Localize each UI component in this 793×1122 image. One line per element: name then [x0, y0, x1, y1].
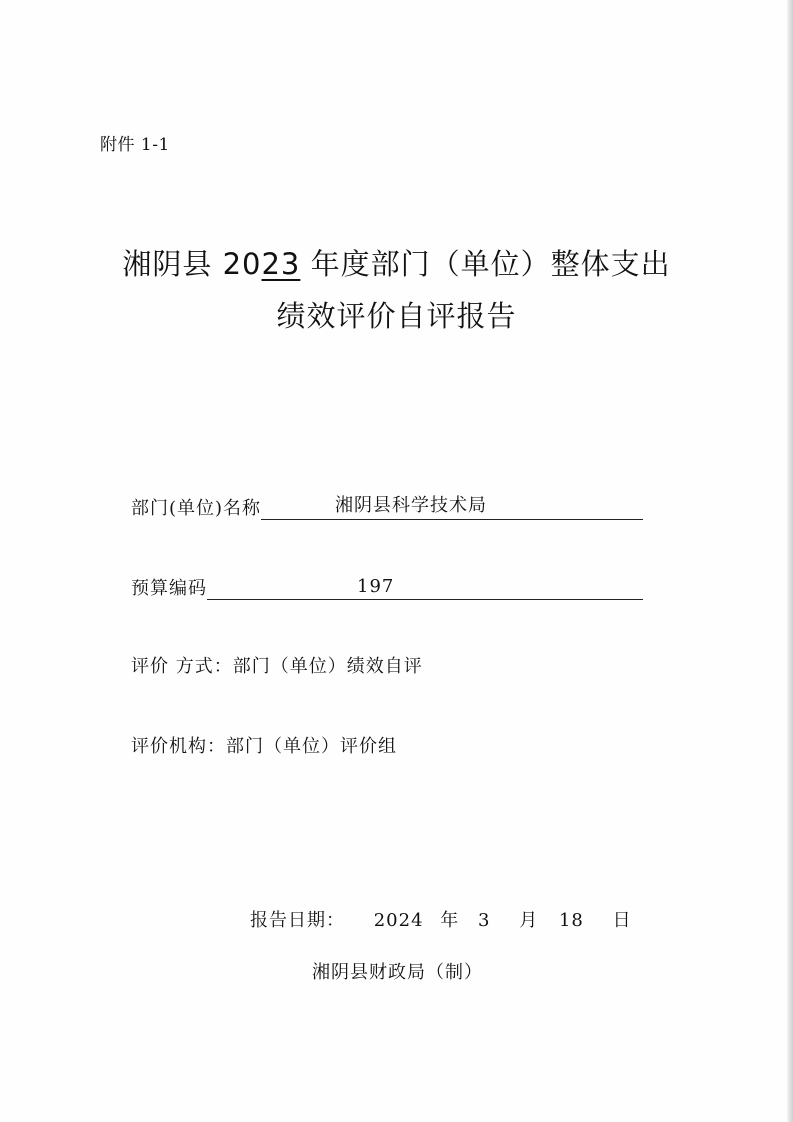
budget-code-underline: [207, 577, 643, 600]
date-label: 报告日期：: [250, 910, 345, 931]
issuer-label: 湘阴县财政局（制）: [312, 962, 483, 983]
eval-org-text: 评价机构：部门（单位）评价组: [131, 736, 397, 757]
dept-name-label: 部门(单位)名称: [131, 498, 262, 519]
report-title-line-2: 绩效评价自评报告: [276, 299, 517, 333]
eval-org-field: [131, 732, 397, 758]
date-year-unit: 年: [440, 910, 460, 931]
dept-name-field: [131, 494, 643, 520]
title-year: 23: [261, 247, 301, 281]
page-edge-shadow: [787, 0, 793, 1122]
dept-name-value: 湘阴县科学技术局: [335, 495, 488, 516]
budget-code-value: 197: [357, 576, 395, 597]
title-suffix: 年度部门（单位）整体支出: [300, 247, 671, 281]
report-title-line-1: [0, 242, 793, 283]
budget-code-label: 预算编码: [131, 578, 207, 599]
eval-method-field: [131, 652, 423, 678]
budget-code-field: [131, 574, 643, 600]
attachment-label: 附件 1-1: [100, 135, 170, 155]
title-prefix: 湘阴县 20: [122, 247, 262, 281]
report-date: [250, 906, 632, 932]
dept-name-underline: [261, 497, 643, 520]
eval-method-text: 评价 方式：部门（单位）绩效自评: [131, 656, 423, 677]
date-day-unit: 日: [612, 910, 632, 931]
date-month: 3: [478, 910, 491, 931]
date-month-unit: 月: [519, 910, 539, 931]
date-day: 18: [558, 910, 584, 931]
date-year: 2024: [373, 910, 424, 931]
